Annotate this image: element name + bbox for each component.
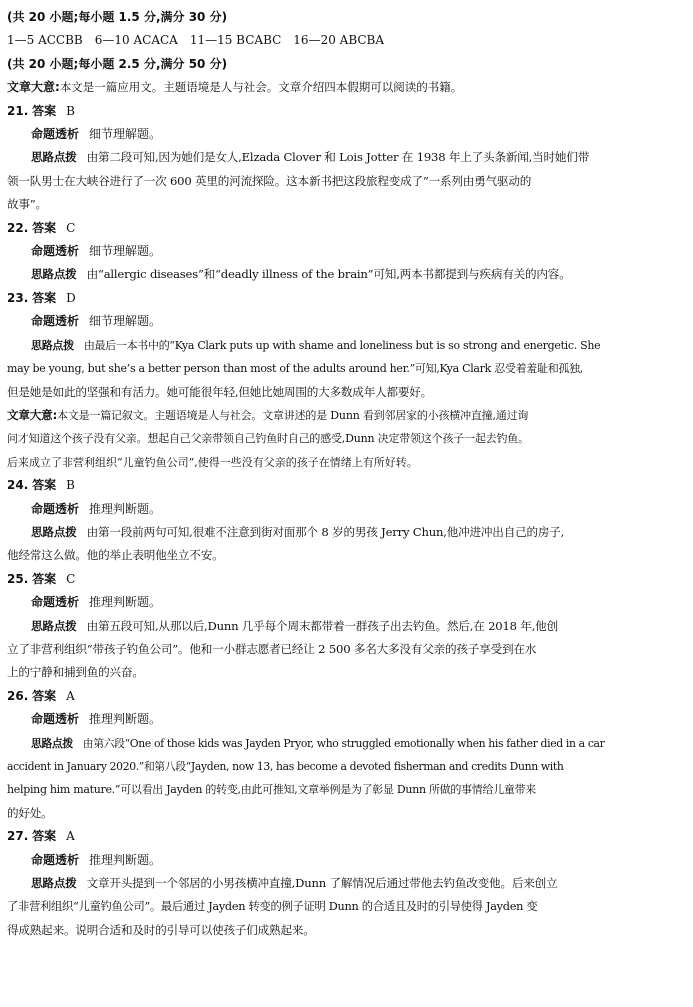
q23-answer-row — [7, 287, 683, 310]
answer-value: B — [66, 478, 75, 493]
hint-line: 由第二段可知,因为她们是女人,Elzada Clover 和 Lois Jotter 在 1938 年上了头条新闻,当时她们带 — [86, 150, 590, 165]
q23-intent-row — [7, 310, 683, 333]
question-number: 22. — [7, 220, 29, 235]
answer-label: 答案 — [32, 829, 57, 844]
answer-label: 答案 — [32, 688, 57, 703]
intent-text: 推理判断题。 — [89, 595, 162, 610]
answer-value: C — [66, 220, 76, 235]
hint-line: 由“allergic diseases”和“deadly illness of the brain”可知,两本书都提到与疾病有关的内容。 — [86, 267, 571, 282]
intent-label: 命题透析 — [31, 501, 80, 516]
hint-line: may be young, but she’s a better person than most of the adults around her.”可知,Kya Clark 忍受着羞耻和孤独, — [7, 362, 584, 376]
question-number: 24. — [7, 478, 29, 493]
q21-intent-row — [7, 123, 683, 146]
hint-line: 得成熟起来。说明合适和及时的引导可以使孩子们成熟起来。 — [7, 922, 315, 937]
intent-text: 推理判断题。 — [89, 501, 162, 516]
q21-answer-row — [7, 100, 683, 123]
intent-text: 细节理解题。 — [89, 127, 162, 142]
hint-line: 立了非营利组织“带孩子钓鱼公司”。他和一小群志愿者已经让 2 500 多名大多没有父亲的孩子享受到在水 — [7, 641, 537, 656]
summary-line: 问才知道这个孩子没有父亲。想起自己父亲带领自己钓鱼时自己的感受,Dunn 决定带领这个孩子一起去钓鱼。 — [7, 432, 529, 446]
answer-value: A — [66, 688, 75, 703]
intent-label: 命题透析 — [31, 852, 80, 867]
hint-line: accident in January 2020.”和第八段“Jayden, now 13, has become a devoted fisherman and credits Dunn with — [7, 760, 564, 773]
hint-line: helping him mature.”可以看出 Jayden 的转变,由此可推知,文章举例是为了彰显 Dunn 所做的事情给儿童带来 — [7, 783, 536, 797]
q25-hint — [7, 615, 683, 638]
q27-intent-row — [7, 849, 683, 872]
summary-text: 本文是一篇记叙文。主题语境是人与社会。文章讲述的是 Dunn 看到邻居家的小孩横冲直撞,通过询 — [57, 408, 529, 422]
answer-label: 答案 — [32, 220, 57, 235]
question-number: 23. — [7, 290, 29, 305]
answer-label: 答案 — [32, 571, 57, 586]
q25-intent-row — [7, 591, 683, 614]
hint-line: 由第六段“One of those kids was Jayden Pryor, who struggled emotionally when his father died in a car — [82, 736, 605, 750]
intent-text: 细节理解题。 — [89, 314, 162, 329]
question-number: 21. — [7, 103, 29, 118]
q24-hint — [7, 521, 683, 544]
section1-header: (共 20 小题;每小题 1.5 分,满分 30 分) — [7, 10, 228, 24]
hint-line: 的好处。 — [7, 805, 53, 820]
q27-answer-row — [7, 825, 683, 848]
q22-hint — [7, 263, 683, 286]
intent-label: 命题透析 — [31, 127, 80, 142]
hint-label: 思路点拨 — [31, 736, 73, 750]
q26-answer-row — [7, 685, 683, 708]
q23-hint — [7, 334, 683, 357]
hint-label: 思路点拨 — [31, 267, 77, 282]
intent-text: 推理判断题。 — [89, 712, 162, 727]
hint-label: 思路点拨 — [31, 338, 74, 352]
hint-line: 由第一段前两句可知,很难不注意到街对面那个 8 岁的男孩 Jerry Chun,他冲进冲出自己的房子, — [86, 524, 565, 539]
answer-label: 答案 — [32, 103, 57, 118]
hint-line: 领一队男士在大峡谷进行了一次 600 英里的河流探险。这本新书把这段旅程变成了“一系列由勇气驱动的 — [7, 173, 532, 188]
q24-intent-row — [7, 498, 683, 521]
summary-label: 文章大意: — [7, 80, 60, 95]
q22-answer-row — [7, 217, 683, 240]
summary-label: 文章大意: — [7, 407, 58, 422]
hint-label: 思路点拨 — [31, 876, 77, 891]
section2-header: (共 20 小题;每小题 2.5 分,满分 50 分) — [7, 56, 228, 71]
hint-line: 故事”。 — [7, 197, 47, 212]
section1-answers: 1—5 ACCBB 6—10 ACACA 11—15 BCABC 16—20 ABCBA — [7, 33, 385, 48]
q22-intent-row — [7, 240, 683, 263]
q26-hint — [7, 732, 683, 755]
q25-answer-row — [7, 568, 683, 591]
intent-label: 命题透析 — [31, 595, 80, 610]
intent-text: 细节理解题。 — [89, 244, 162, 259]
question-number: 27. — [7, 829, 29, 844]
hint-line: 了非营利组织“儿童钓鱼公司”。最后通过 Jayden 转变的例子证明 Dunn 的合适且及时的引导使得 Jayden 变 — [7, 900, 538, 914]
hint-label: 思路点拨 — [31, 618, 77, 633]
hint-line: 他经常这么做。他的举止表明他坐立不安。 — [7, 548, 224, 563]
q21-hint — [7, 146, 683, 169]
hint-line: 文章开头提到一个邻居的小男孩横冲直撞,Dunn 了解情况后通过带他去钓鱼改变他。后来创立 — [86, 876, 558, 891]
summary-line: 后来成立了非营利组织“儿童钓鱼公司”,使得一些没有父亲的孩子在情绪上有所好转。 — [7, 455, 418, 469]
intent-label: 命题透析 — [31, 244, 80, 259]
hint-label: 思路点拨 — [31, 150, 77, 165]
hint-label: 思路点拨 — [31, 524, 77, 539]
answer-value: D — [66, 290, 76, 305]
answer-label: 答案 — [32, 478, 57, 493]
answer-label: 答案 — [32, 290, 57, 305]
hint-line: 由最后一本书中的“Kya Clark puts up with shame and loneliness but is so strong and energetic. She — [83, 338, 601, 352]
intent-label: 命题透析 — [31, 712, 80, 727]
question-number: 26. — [7, 688, 29, 703]
hint-line: 由第五段可知,从那以后,Dunn 几乎每个周末都带着一群孩子出去钓鱼。然后,在 2018 年,他创 — [86, 618, 558, 633]
q27-hint — [7, 872, 683, 895]
answer-value: A — [66, 829, 75, 844]
summary-text: 本文是一篇应用文。主题语境是人与社会。文章介绍四本假期可以阅读的书籍。 — [59, 80, 463, 95]
answer-value: C — [66, 571, 76, 586]
summary-b — [7, 404, 683, 427]
q24-answer-row — [7, 474, 683, 497]
summary-a — [7, 76, 683, 99]
hint-line: 但是她是如此的坚强和有活力。她可能很年轻,但她比她周围的大多数成年人都要好。 — [7, 384, 433, 399]
hint-line: 上的宁静和捕到鱼的兴奋。 — [7, 665, 144, 680]
answer-value: B — [66, 103, 75, 118]
intent-text: 推理判断题。 — [89, 852, 162, 867]
q26-intent-row — [7, 708, 683, 731]
intent-label: 命题透析 — [31, 314, 80, 329]
question-number: 25. — [7, 571, 29, 586]
